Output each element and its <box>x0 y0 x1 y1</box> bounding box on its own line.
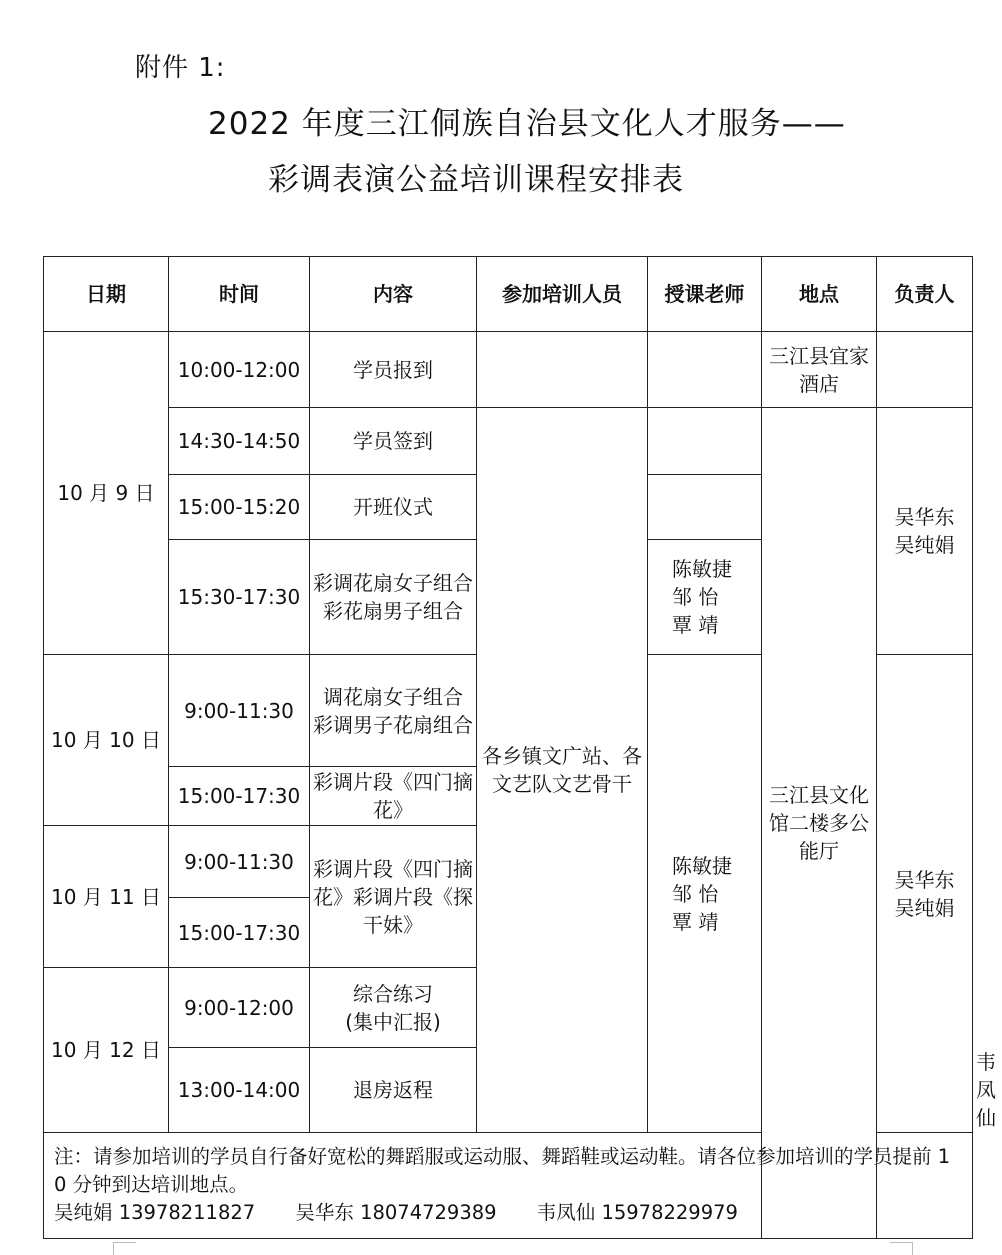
teacher-cell: 陈敏捷 邹 怡 覃 靖 <box>648 540 762 655</box>
note-row <box>44 1133 973 1239</box>
table-row <box>44 332 973 408</box>
header-row <box>44 257 973 332</box>
note-text: 注：请参加培训的学员自行备好宽松的舞蹈服或运动服、舞蹈鞋或运动鞋。请各位参加培训的学员提前 10 分钟到达培训地点。 <box>54 1145 951 1196</box>
time-cell: 14:30-14:50 <box>169 408 310 475</box>
content-cell: 调花扇女子组合 彩调男子花扇组合 <box>310 655 477 767</box>
content-cell: 学员签到 <box>310 408 477 475</box>
header-date: 日期 <box>44 257 169 332</box>
header-location: 地点 <box>762 257 877 332</box>
responsible-cell-empty <box>877 332 973 408</box>
time-cell: 15:00-17:30 <box>169 767 310 826</box>
crop-mark-right <box>890 1242 913 1255</box>
schedule-table <box>43 256 996 1239</box>
time-cell: 15:00-17:30 <box>169 898 310 968</box>
header-time: 时间 <box>169 257 310 332</box>
responsible-cell: 吴华东 吴纯娟 <box>877 408 973 655</box>
time-cell: 15:00-15:20 <box>169 475 310 540</box>
time-cell: 13:00-14:00 <box>169 1048 310 1133</box>
crop-mark-left <box>113 1242 136 1255</box>
content-cell: 学员报到 <box>310 332 477 408</box>
trainees-cell: 各乡镇文广站、各文艺队文艺骨干 <box>477 408 648 1133</box>
time-cell: 15:30-17:30 <box>169 540 310 655</box>
contact-item: 韦凤仙 15978229979 <box>536 1201 738 1224</box>
responsible-cell: 吴华东 吴纯娟 <box>877 655 973 1133</box>
content-cell: 开班仪式 <box>310 475 477 540</box>
table-row <box>44 408 973 475</box>
content-cell: 退房返程 <box>310 1048 477 1133</box>
time-cell: 9:00-11:30 <box>169 826 310 898</box>
date-cell: 10 月 11 日 <box>44 826 169 968</box>
content-cell: 彩调花扇女子组合 彩花扇男子组合 <box>310 540 477 655</box>
content-cell: 综合练习 (集中汇报) <box>310 968 477 1048</box>
document-title-line2: 彩调表演公益培训课程安排表 <box>268 162 684 198</box>
contact-list <box>54 1199 962 1227</box>
contact-item: 吴华东 18074729389 <box>295 1201 497 1224</box>
table-row: 13:00-14:00 退房返程 韦凤仙 <box>44 1048 973 1133</box>
document-title-line1: 2022 年度三江侗族自治县文化人才服务—— <box>208 106 846 142</box>
location-cell: 三江县文化馆二楼多公能厅 <box>762 408 877 1239</box>
content-cell: 彩调片段《四门摘花》 <box>310 767 477 826</box>
header-trainees: 参加培训人员 <box>477 257 648 332</box>
date-cell: 10 月 12 日 <box>44 968 169 1133</box>
attachment-label: 附件 1: <box>135 53 226 83</box>
time-cell: 9:00-11:30 <box>169 655 310 767</box>
header-teacher: 授课老师 <box>648 257 762 332</box>
date-cell: 10 月 10 日 <box>44 655 169 826</box>
teacher-cell: 陈敏捷 邹 怡 覃 靖 <box>648 655 762 1133</box>
date-cell: 10 月 9 日 <box>44 332 169 655</box>
teacher-cell-empty <box>648 332 762 408</box>
contact-item: 吴纯娟 13978211827 <box>54 1201 256 1224</box>
time-cell: 9:00-12:00 <box>169 968 310 1048</box>
header-content: 内容 <box>310 257 477 332</box>
teacher-cell-empty <box>648 475 762 540</box>
header-responsible: 负责人 <box>877 257 973 332</box>
teacher-cell-empty <box>648 408 762 475</box>
trainees-cell-empty <box>477 332 648 408</box>
time-cell: 10:00-12:00 <box>169 332 310 408</box>
location-cell: 三江县宜家酒店 <box>762 332 877 408</box>
note-cell <box>44 1133 973 1239</box>
content-cell: 彩调片段《四门摘花》彩调片段《探干妹》 <box>310 826 477 968</box>
